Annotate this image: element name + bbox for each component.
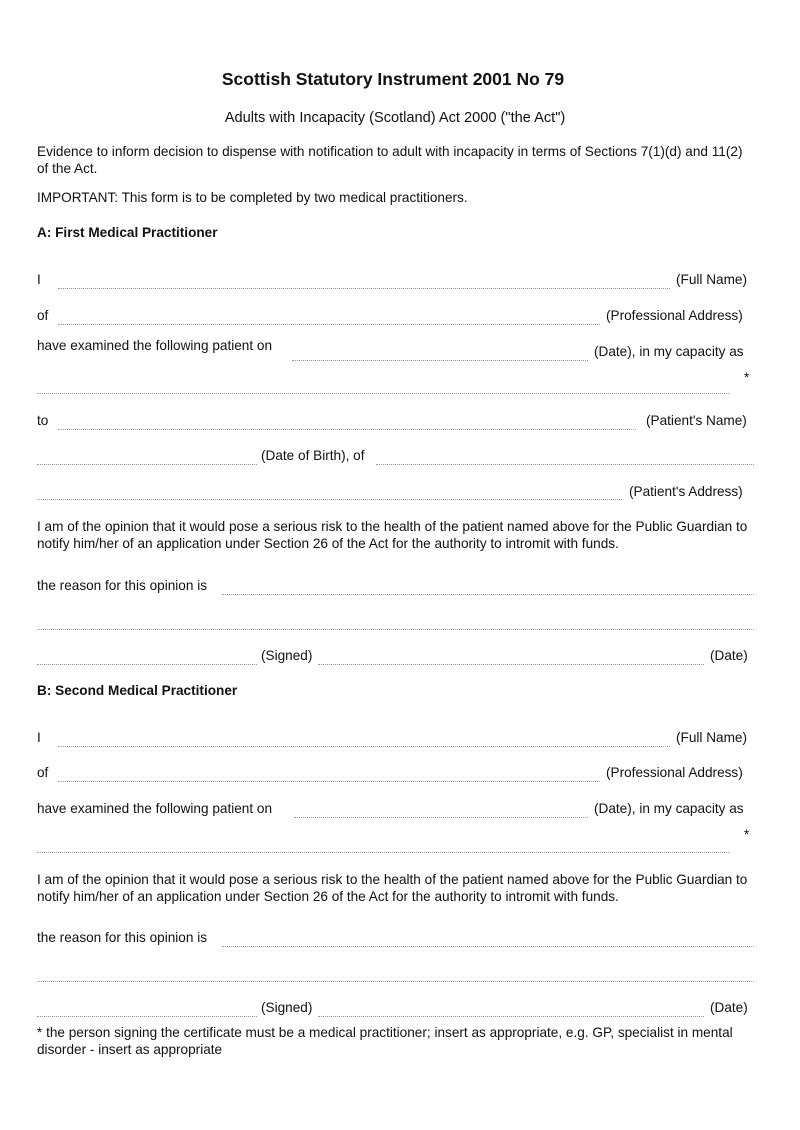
b-reason-field-2[interactable] bbox=[37, 981, 754, 982]
a-patient-name-field[interactable] bbox=[58, 429, 636, 430]
a-patient-address-field-1[interactable] bbox=[376, 464, 754, 465]
a-professional-address-field[interactable] bbox=[58, 324, 600, 325]
document-title: Scottish Statutory Instrument 2001 No 79 bbox=[221, 69, 565, 89]
a-capacity-asterisk: * bbox=[744, 370, 750, 385]
a-of-label: of bbox=[37, 308, 49, 323]
a-examined-label: have examined the following patient on bbox=[37, 338, 273, 353]
b-full-name-label: (Full Name) bbox=[676, 730, 747, 745]
a-dob-field[interactable] bbox=[37, 464, 257, 465]
b-full-name-field[interactable] bbox=[58, 746, 670, 747]
b-reason-label: the reason for this opinion is bbox=[37, 930, 208, 945]
a-i-label: I bbox=[37, 272, 41, 287]
b-date-label: (Date) bbox=[710, 1000, 748, 1015]
a-opinion-text: I am of the opinion that it would pose a serious risk to the health of the patient named above for the Public Guardian to notify him/her of an application under Section 26 of the Act for the authority to intromit with funds. bbox=[37, 519, 748, 551]
b-date-field[interactable] bbox=[318, 1016, 704, 1017]
a-date-capacity-label: (Date), in my capacity as bbox=[594, 344, 744, 359]
section-b-heading: B: Second Medical Practitioner bbox=[37, 683, 238, 698]
b-exam-date-field[interactable] bbox=[294, 817, 588, 818]
a-full-name-label: (Full Name) bbox=[676, 272, 747, 287]
b-professional-address-field[interactable] bbox=[58, 781, 600, 782]
a-dob-of-label: (Date of Birth), of bbox=[261, 448, 365, 463]
section-a-heading: A: First Medical Practitioner bbox=[37, 225, 218, 240]
intro-text: Evidence to inform decision to dispense with notification to adult with incapacity in terms of Sections 7(1)(d) and 11(2) of the Act. bbox=[37, 144, 743, 176]
a-reason-label: the reason for this opinion is bbox=[37, 578, 208, 593]
b-examined-label: have examined the following patient on bbox=[37, 801, 273, 816]
a-exam-date-field[interactable] bbox=[292, 360, 588, 361]
b-of-label: of bbox=[37, 765, 49, 780]
document-subtitle: Adults with Incapacity (Scotland) Act 2000 ("the Act") bbox=[224, 110, 566, 126]
b-capacity-field[interactable] bbox=[37, 852, 729, 853]
b-i-label: I bbox=[37, 730, 41, 745]
a-signature-field[interactable] bbox=[37, 664, 257, 665]
b-reason-field-1[interactable] bbox=[222, 946, 754, 947]
b-capacity-asterisk: * bbox=[744, 827, 750, 842]
a-patient-address-field-2[interactable] bbox=[37, 499, 622, 500]
a-reason-field-2[interactable] bbox=[37, 629, 754, 630]
a-professional-address-label: (Professional Address) bbox=[606, 308, 743, 323]
a-patient-name-label: (Patient's Name) bbox=[646, 413, 747, 428]
b-opinion-text: I am of the opinion that it would pose a serious risk to the health of the patient named above for the Public Guardian to notify him/her of an application under Section 26 of the Act for the authority to intromit with funds. bbox=[37, 872, 748, 904]
b-signed-label: (Signed) bbox=[261, 1000, 313, 1015]
a-patient-address-label: (Patient's Address) bbox=[629, 484, 743, 499]
b-date-capacity-label: (Date), in my capacity as bbox=[594, 801, 744, 816]
a-date-field[interactable] bbox=[318, 664, 704, 665]
important-note: IMPORTANT: This form is to be completed by two medical practitioners. bbox=[37, 190, 468, 205]
a-full-name-field[interactable] bbox=[58, 288, 670, 289]
a-signed-label: (Signed) bbox=[261, 648, 313, 663]
b-professional-address-label: (Professional Address) bbox=[606, 765, 743, 780]
a-reason-field-1[interactable] bbox=[222, 594, 754, 595]
footnote: * the person signing the certificate must be a medical practitioner; insert as appropriate, e.g. GP, specialist in mental disorder - insert as appropriate bbox=[37, 1025, 733, 1057]
a-capacity-field[interactable] bbox=[37, 393, 729, 394]
a-date-label: (Date) bbox=[710, 648, 748, 663]
b-signature-field[interactable] bbox=[37, 1016, 257, 1017]
a-to-label: to bbox=[37, 413, 49, 428]
